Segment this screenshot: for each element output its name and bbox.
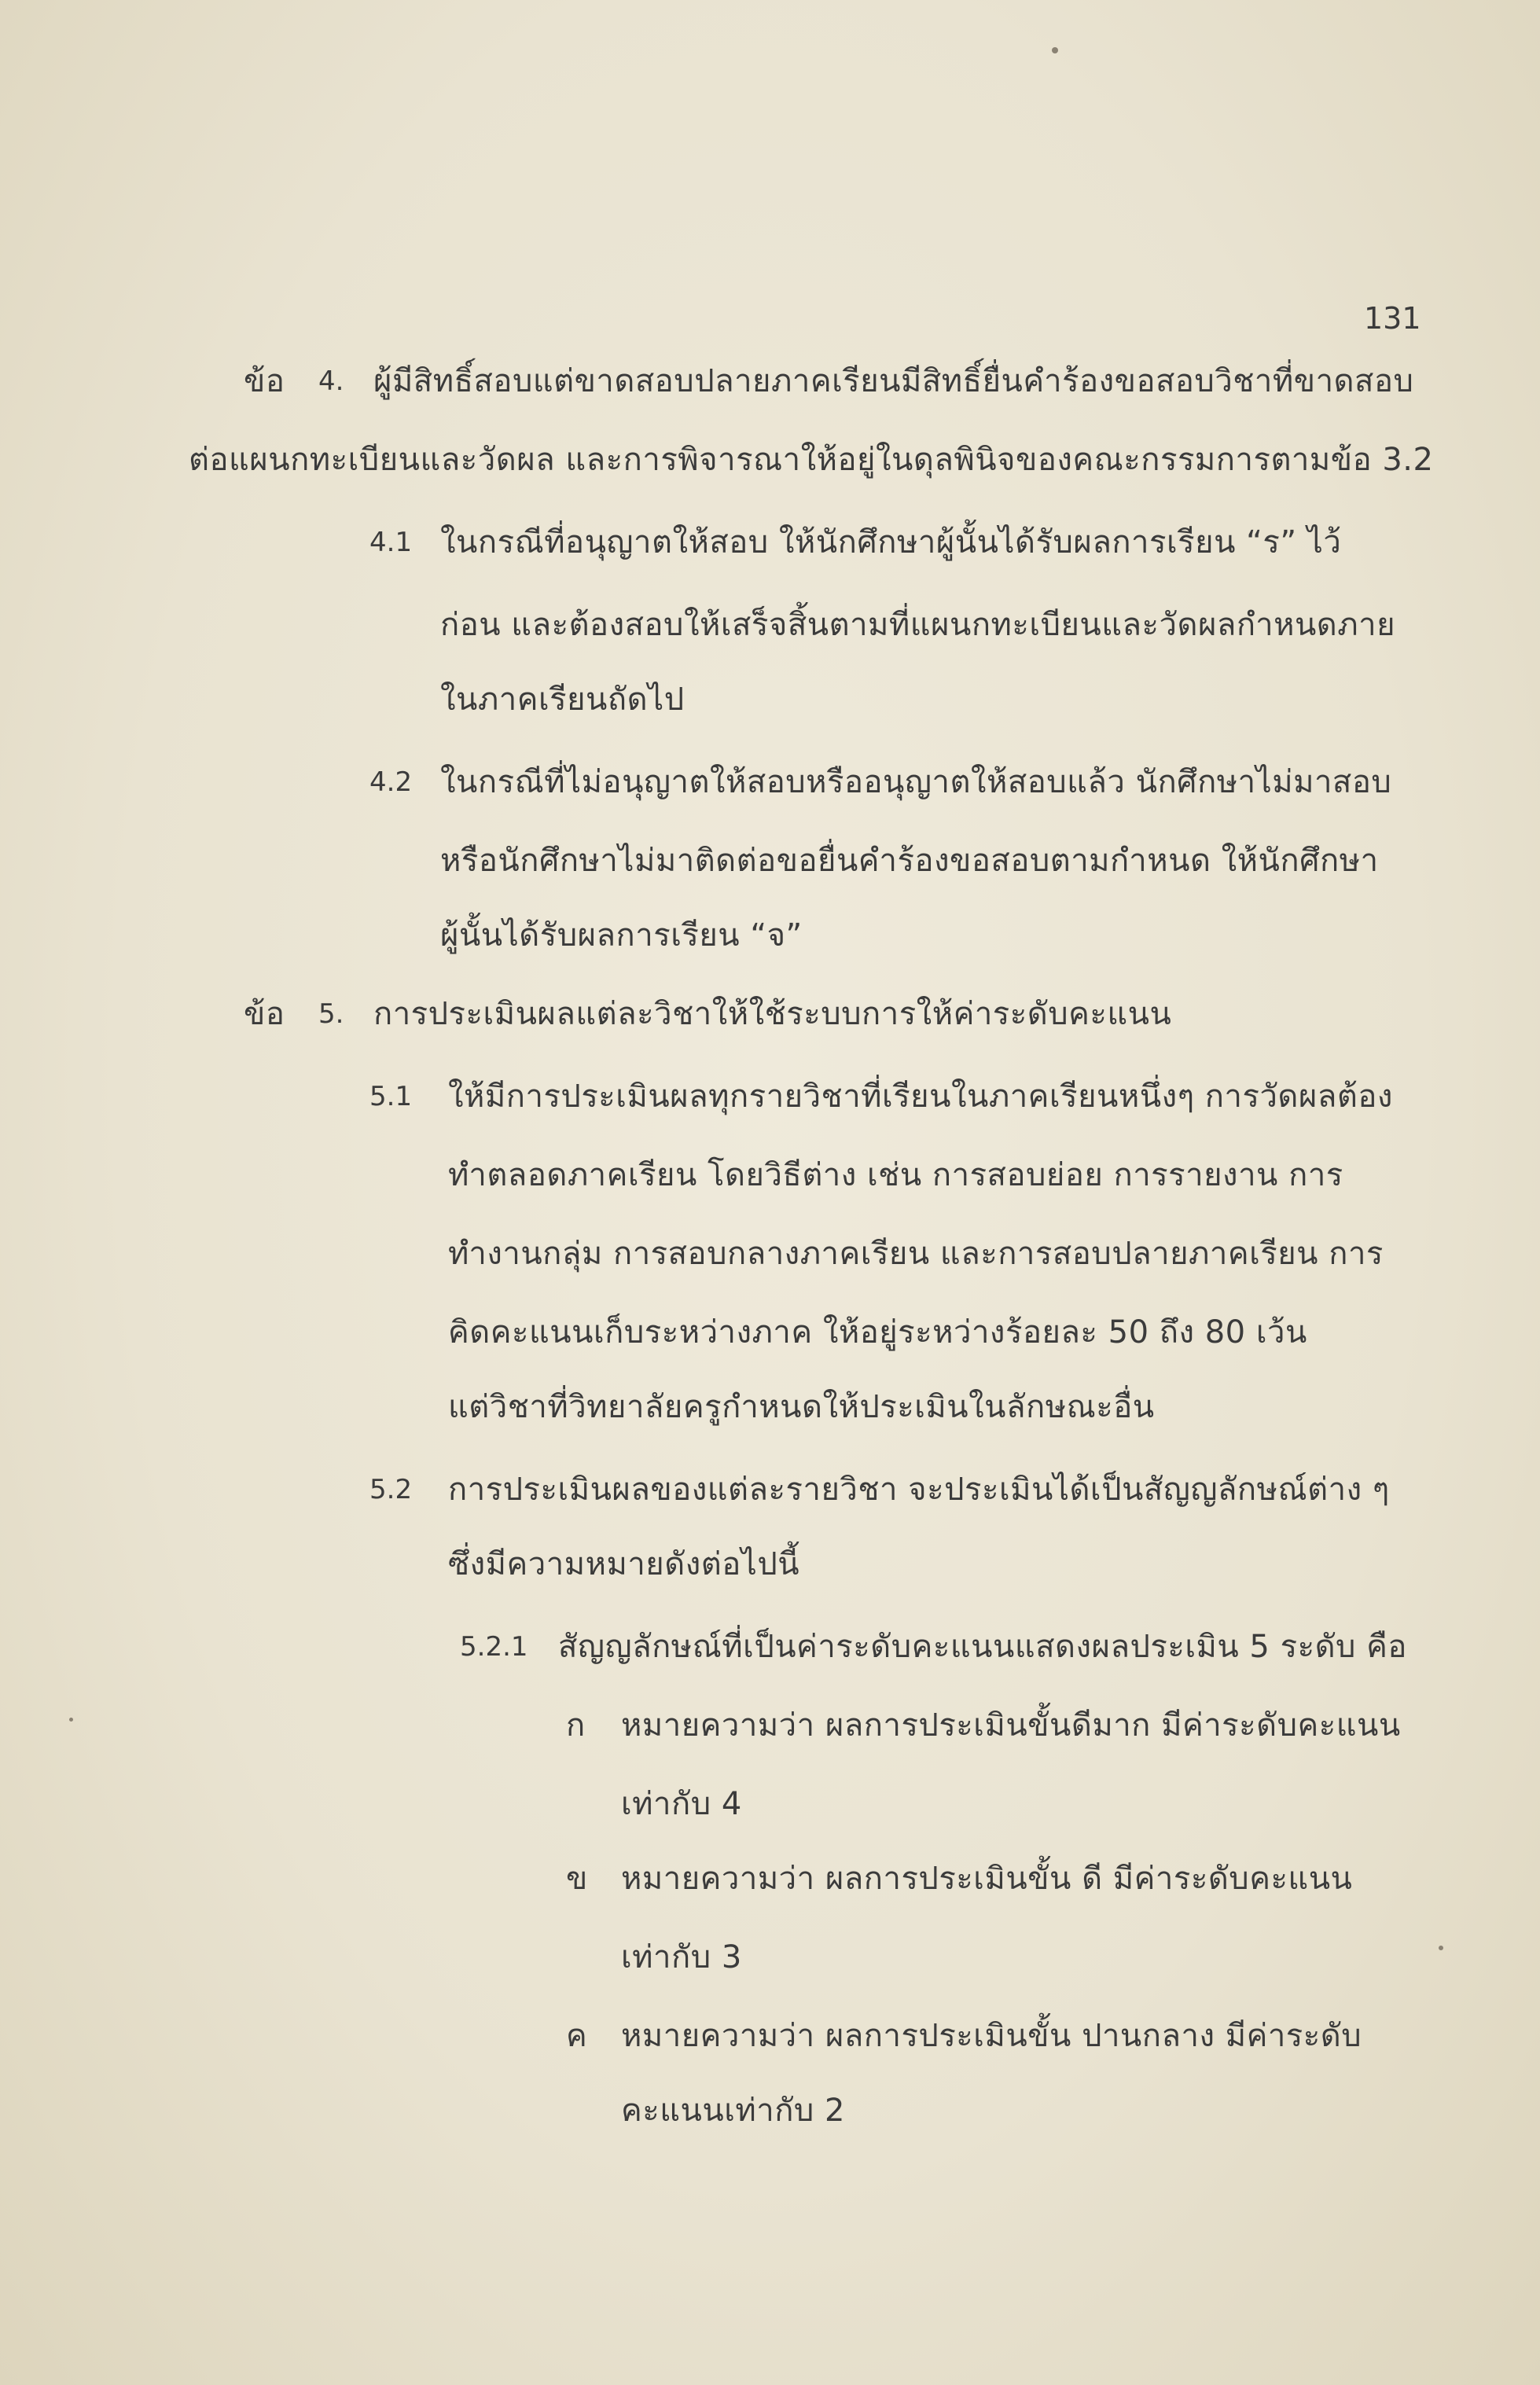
item-4-2-line-3: ผู้นั้นได้รับผลการเรียน “จ” bbox=[440, 917, 803, 954]
item-4-1-line-2: ก่อน และต้องสอบให้เสร็จสิ้นตามที่แผนกทะเบียนและวัดผลกำหนดภาย bbox=[440, 607, 1396, 643]
grade-kho-line-2: เท่ากับ 3 bbox=[621, 1939, 742, 1975]
item-5-2-number: 5.2 bbox=[369, 1474, 413, 1505]
item-4-2-line-2: หรือนักศึกษาไม่มาติดต่อขอยื่นคำร้องขอสอบตามกำหนด ให้นักศึกษา bbox=[440, 843, 1379, 879]
grade-kho-line-1: หมายความว่า ผลการประเมินขั้น ดี มีค่าระดับคะแนน bbox=[621, 1861, 1353, 1897]
item-5-2-line-1: การประเมินผลของแต่ละรายวิชา จะประเมินได้เป็นสัญญลักษณ์ต่าง ๆ bbox=[448, 1472, 1390, 1508]
page-number: 131 bbox=[1364, 301, 1421, 336]
subsection-5-2-1-text: สัญญลักษณ์ที่เป็นค่าระดับคะแนนแสดงผลประเมิน 5 ระดับ คือ bbox=[558, 1629, 1407, 1665]
scan-speck bbox=[1052, 47, 1058, 53]
grade-ko-line-1: หมายความว่า ผลการประเมินขั้นดีมาก มีค่าระดับคะแนน bbox=[621, 1707, 1401, 1744]
grade-letter-ko: ก bbox=[566, 1707, 586, 1744]
item-4-1-line-1: ในกรณีที่อนุญาตให้สอบ ให้นักศึกษาผู้นั้นได้รับผลการเรียน “ร” ไว้ bbox=[440, 524, 1342, 560]
grade-kho-khwai-line-1: หมายความว่า ผลการประเมินขั้น ปานกลาง มีค่าระดับ bbox=[621, 2018, 1362, 2054]
section-4-line-1: ผู้มีสิทธิ์สอบแต่ขาดสอบปลายภาคเรียนมีสิทธิ์ยื่นคำร้องขอสอบวิชาที่ขาดสอบ bbox=[373, 363, 1414, 399]
grade-ko-line-2: เท่ากับ 4 bbox=[621, 1786, 742, 1822]
item-4-1-line-3: ในภาคเรียนถัดไป bbox=[440, 682, 685, 718]
section-5-heading: การประเมินผลแต่ละวิชาให้ใช้ระบบการให้ค่าระดับคะแนน bbox=[373, 996, 1172, 1032]
section-4-label: ข้อ bbox=[244, 363, 285, 399]
item-4-1-number: 4.1 bbox=[369, 527, 413, 558]
grade-letter-kho: ข bbox=[566, 1861, 588, 1897]
item-4-2-number: 4.2 bbox=[369, 766, 413, 798]
item-5-2-line-2: ซึ่งมีความหมายดังต่อไปนี้ bbox=[448, 1546, 800, 1582]
section-5-number: 5. bbox=[318, 998, 344, 1030]
grade-kho-khwai-line-2: คะแนนเท่ากับ 2 bbox=[621, 2093, 845, 2129]
item-4-2-line-1: ในกรณีที่ไม่อนุญาตให้สอบหรืออนุญาตให้สอบแล้ว นักศึกษาไม่มาสอบ bbox=[440, 764, 1392, 800]
grade-letter-kho-khwai: ค bbox=[566, 2018, 588, 2054]
section-5-label: ข้อ bbox=[244, 996, 285, 1032]
subsection-5-2-1-number: 5.2.1 bbox=[460, 1631, 528, 1663]
item-5-1-line-5: แต่วิชาที่วิทยาลัยครูกำหนดให้ประเมินในลักษณะอื่น bbox=[448, 1389, 1155, 1425]
item-5-1-line-3: ทำงานกลุ่ม การสอบกลางภาคเรียน และการสอบปลายภาคเรียน การ bbox=[448, 1236, 1384, 1272]
item-5-1-line-2: ทำตลอดภาคเรียน โดยวิธีต่าง เช่น การสอบย่อย การรายงาน การ bbox=[448, 1157, 1343, 1193]
section-4-line-2: ต่อแผนกทะเบียนและวัดผล และการพิจารณาให้อยู่ในดุลพินิจของคณะกรรมการตามข้อ 3.2 bbox=[189, 442, 1434, 478]
scan-speck bbox=[69, 1718, 73, 1722]
item-5-1-line-4: คิดคะแนนเก็บระหว่างภาค ให้อยู่ระหว่างร้อยละ 50 ถึง 80 เว้น bbox=[448, 1314, 1307, 1351]
item-5-1-number: 5.1 bbox=[369, 1081, 413, 1112]
section-4-number: 4. bbox=[318, 366, 344, 397]
scan-speck bbox=[1439, 1946, 1443, 1950]
item-5-1-line-1: ให้มีการประเมินผลทุกรายวิชาที่เรียนในภาคเรียนหนึ่งๆ การวัดผลต้อง bbox=[448, 1079, 1393, 1115]
